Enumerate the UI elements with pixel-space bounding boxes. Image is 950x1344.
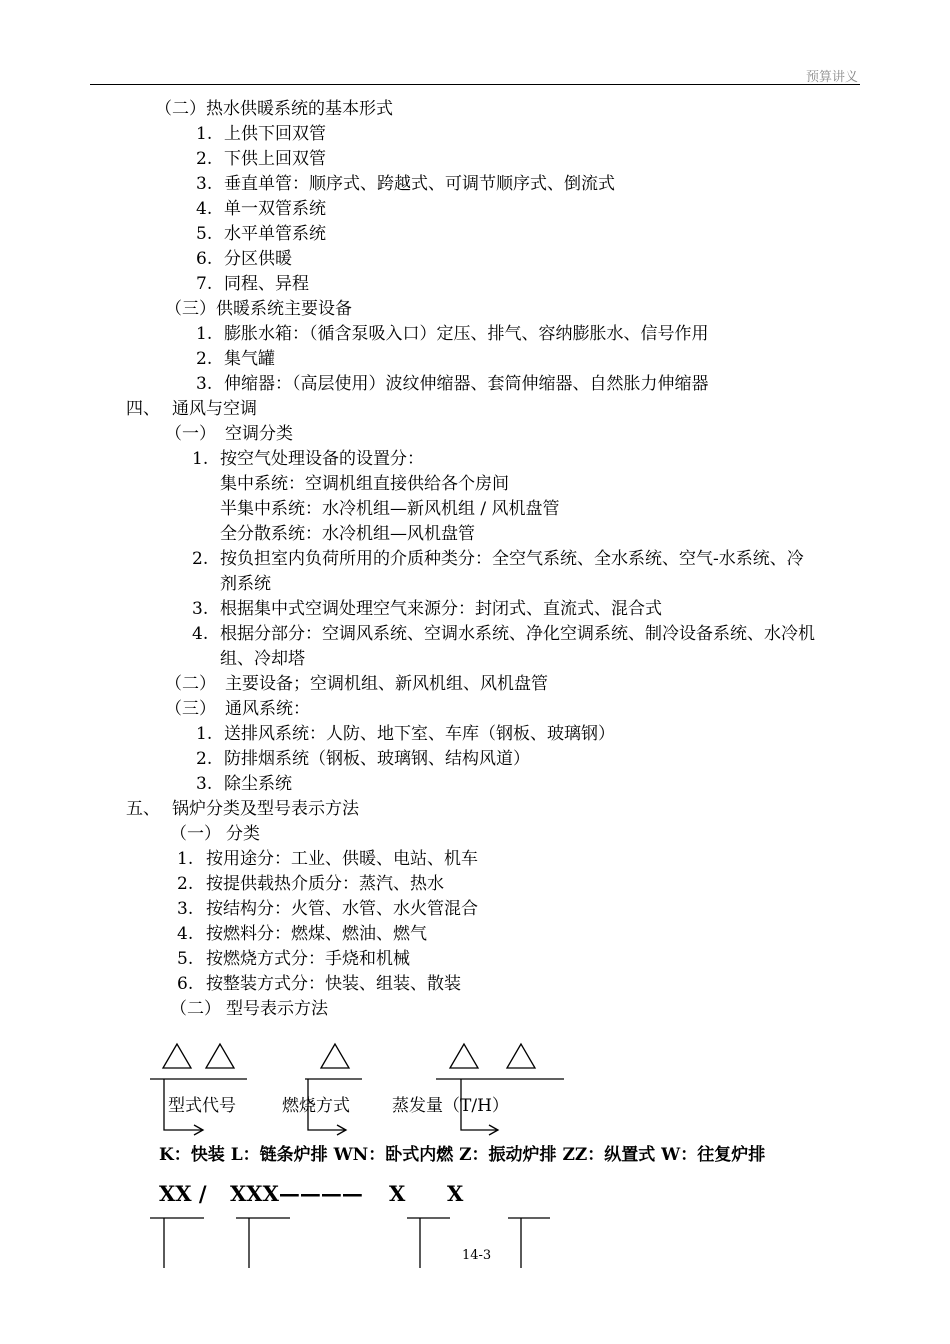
list-item: 1. 膨胀水箱：（循含泵吸入口）定压、排气、容纳膨胀水、信号作用 bbox=[196, 324, 709, 344]
list-item: 4. 按燃料分：燃煤、燃油、燃气 bbox=[177, 924, 427, 944]
code-x2: X bbox=[447, 1181, 464, 1206]
list-item: 2. 按提供载热介质分：蒸汽、热水 bbox=[177, 874, 444, 894]
label-combustion-method: 燃烧方式 bbox=[282, 1096, 350, 1116]
triangle-icon bbox=[206, 1044, 234, 1068]
list-item: 1. 按空气处理设备的设置分： bbox=[192, 449, 424, 469]
triangle-icon bbox=[163, 1044, 191, 1068]
heading-ventilation: 四、 通风与空调 bbox=[126, 399, 257, 419]
list-item: 3. 垂直单管：顺序式、跨越式、可调节顺序式、倒流式 bbox=[196, 174, 615, 194]
code-legend: K：快装 L：链条炉排 WN：卧式内燃 Z：振动炉排 ZZ：纵置式 W：往复炉排 bbox=[159, 1145, 766, 1165]
subheading-main-equipment: （二） 主要设备；空调机组、新风机组、风机盘管 bbox=[165, 674, 548, 694]
list-item: 2. 下供上回双管 bbox=[196, 149, 326, 169]
triangle-icon bbox=[450, 1044, 478, 1068]
list-item: 4. 单一双管系统 bbox=[196, 199, 326, 219]
list-item: 2. 集气罐 bbox=[196, 349, 275, 369]
list-item-detail: 半集中系统：水冷机组—新风机组 / 风机盘管 bbox=[220, 499, 560, 519]
list-item: 6. 按整装方式分：快装、组装、散装 bbox=[177, 974, 461, 994]
list-item: 3. 除尘系统 bbox=[196, 774, 292, 794]
list-item: 1. 按用途分：工业、供暖、电站、机车 bbox=[177, 849, 478, 869]
list-item: 2. 按负担室内负荷所用的介质种类分：全空气系统、全水系统、空气-水系统、冷 bbox=[192, 549, 804, 569]
heading-boiler: 五、 锅炉分类及型号表示方法 bbox=[126, 799, 359, 819]
code-xx: XX / bbox=[159, 1181, 207, 1206]
page-number: 14-3 bbox=[462, 1248, 492, 1263]
list-item: 1. 上供下回双管 bbox=[196, 124, 326, 144]
header-title: 预算讲义 bbox=[805, 70, 858, 85]
list-item: 4. 根据分部分：空调风系统、空调水系统、净化空调系统、制冷设备系统、水冷机 bbox=[192, 624, 815, 644]
label-type-code: 型式代号 bbox=[168, 1096, 236, 1116]
subheading-ac-classification: （一） 空调分类 bbox=[165, 424, 293, 444]
list-item: 5. 水平单管系统 bbox=[196, 224, 326, 244]
list-item: 2. 防排烟系统（钢板、玻璃钢、结构风道） bbox=[196, 749, 530, 769]
list-item: 1. 送排风系统：人防、地下室、车库（钢板、玻璃钢） bbox=[196, 724, 615, 744]
list-item-detail: 全分散系统：水冷机组—风机盘管 bbox=[220, 524, 475, 544]
code-x1: X bbox=[389, 1181, 406, 1206]
list-item-continuation: 组、冷却塔 bbox=[220, 649, 305, 669]
list-item-continuation: 剂系统 bbox=[220, 574, 271, 594]
list-item: 3. 按结构分：火管、水管、水火管混合 bbox=[177, 899, 478, 919]
label-evaporation: 蒸发量（T/H） bbox=[392, 1096, 509, 1116]
code-xxx: XXX———— bbox=[230, 1181, 363, 1206]
subheading-model-notation: （二） 型号表示方法 bbox=[170, 999, 328, 1019]
list-item: 3. 伸缩器：（高层使用）波纹伸缩器、套筒伸缩器、自然胀力伸缩器 bbox=[196, 374, 709, 394]
subheading-ventilation-system: （三） 通风系统： bbox=[165, 699, 310, 719]
triangle-icon bbox=[507, 1044, 535, 1068]
heading-heating-equipment: （三）供暖系统主要设备 bbox=[165, 299, 352, 319]
heading-hot-water-forms: （二）热水供暖系统的基本形式 bbox=[155, 99, 393, 119]
list-item: 3. 根据集中式空调处理空气来源分：封闭式、直流式、混合式 bbox=[192, 599, 662, 619]
triangle-icon bbox=[321, 1044, 349, 1068]
list-item: 7. 同程、异程 bbox=[196, 274, 309, 294]
list-item-detail: 集中系统：空调机组直接供给各个房间 bbox=[220, 474, 509, 494]
subheading-boiler-classification: （一） 分类 bbox=[170, 824, 260, 844]
list-item: 6. 分区供暖 bbox=[196, 249, 292, 269]
list-item: 5. 按燃烧方式分：手烧和机械 bbox=[177, 949, 410, 969]
